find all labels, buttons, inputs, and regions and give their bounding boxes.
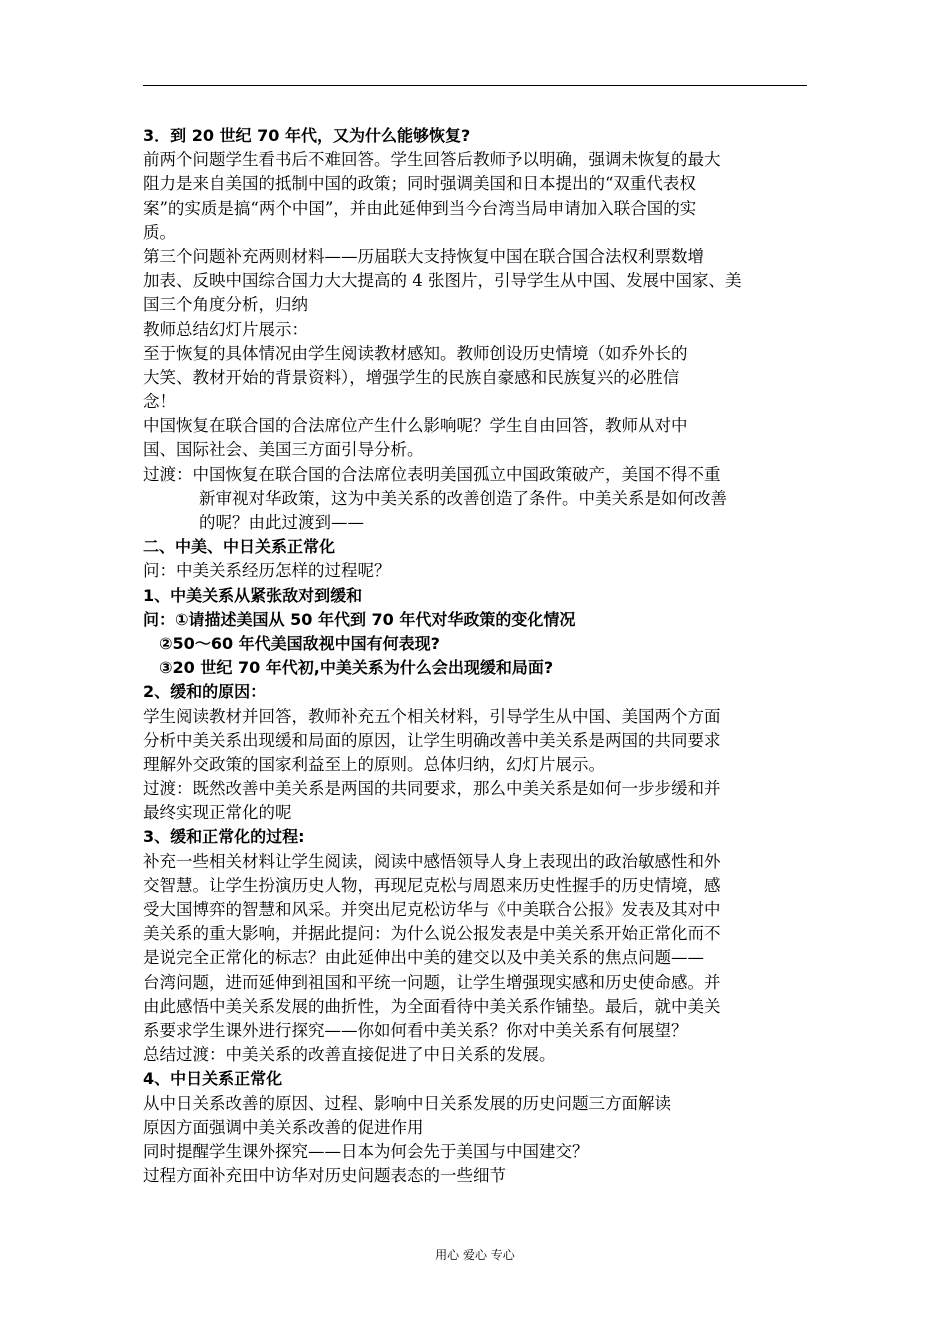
text-line: 受大国博弈的智慧和风采。并突出尼克松访华与《中美联合公报》发表及其对中 — [143, 900, 721, 919]
text-line: 第三个问题补充两则材料——历届联大支持恢复中国在联合国合法权利票数增 — [143, 246, 704, 266]
header-rule — [143, 85, 807, 86]
page-footer: 用心 爱心 专心 — [435, 1248, 515, 1262]
text-line: 阻力是来自美国的抵制中国的政策；同时强调美国和日本提出的“双重代表权 — [143, 174, 696, 194]
text-line: 大笑、教材开始的背景资料），增强学生的民族自豪感和民族复兴的必胜信 — [143, 367, 680, 387]
heading-line: 4、中日关系正常化 — [143, 1069, 283, 1089]
document-body — [143, 124, 807, 1188]
text-line: 问：中美关系经历怎样的过程呢？ — [143, 561, 391, 581]
text-line: 前两个问题学生看书后不难回答。学生回答后教师予以明确，强调未恢复的最大 — [143, 150, 721, 170]
text-line: 美关系的重大影响，并据此提问：为什么说公报发表是中美关系开始正常化而不 — [143, 924, 721, 944]
text-line: 理解外交政策的国家利益至上的原则。总体归纳，幻灯片展示。 — [143, 754, 605, 774]
text-line: 国、国际社会、美国三方面引导分析。 — [143, 440, 424, 460]
text-line: 交智慧。让学生扮演历史人物，再现尼克松与周恩来历史性握手的历史情境，感 — [143, 875, 721, 895]
text-line: 原因方面强调中美关系改善的促进作用 — [143, 1117, 424, 1137]
text-line: 念！ — [143, 392, 176, 412]
text-line: 案”的实质是搞“两个中国”，并由此延伸到当今台湾当局申请加入联合国的实 — [143, 198, 697, 218]
text-line: 过渡：既然改善中美关系是两国的共同要求，那么中美关系是如何一步步缓和并 — [143, 779, 721, 799]
text-line: 新审视对华政策，这为中美关系的改善创造了条件。中美关系是如何改善 — [199, 488, 727, 508]
text-line: 最终实现正常化的呢 — [143, 803, 292, 823]
text-line: 同时提醒学生课外探究——日本为何会先于美国与中国建交？ — [143, 1141, 589, 1161]
heading-line: ②50～60 年代美国敌视中国有何表现? — [159, 633, 440, 653]
heading-line: ③20 世纪 70 年代初,中美关系为什么会出现缓和局面? — [159, 658, 554, 678]
text-line: 过程方面补充田中访华对历史问题表态的一些细节 — [143, 1166, 506, 1186]
text-line: 质。 — [143, 222, 176, 242]
text-line: 过渡：中国恢复在联合国的合法席位表明美国孤立中国政策破产，美国不得不重 — [143, 464, 721, 484]
text-line: 分析中美关系出现缓和局面的原因，让学生明确改善中美关系是两国的共同要求 — [143, 730, 721, 750]
heading-line: 3、缓和正常化的过程: — [143, 827, 305, 847]
text-line: 是说完全正常化的标志？由此延伸出中美的建交以及中美关系的焦点问题—— — [143, 948, 704, 968]
text-line: 由此感悟中美关系发展的曲折性，为全面看待中美关系作铺垫。最后，就中美关 — [143, 996, 721, 1016]
heading-line: 问：①请描述美国从 50 年代到 70 年代对华政策的变化情况 — [143, 609, 576, 629]
text-line: 补充一些相关材料让学生阅读，阅读中感悟领导人身上表现出的政治敏感性和外 — [143, 851, 721, 871]
text-line: 加表、反映中国综合国力大大提高的 4 张图片，引导学生从中国、发展中国家、美 — [143, 271, 742, 291]
text-line: 教师总结幻灯片展示： — [143, 319, 308, 339]
text-line: 国三个角度分析，归纳 — [143, 295, 308, 315]
heading-line: 2、缓和的原因： — [143, 682, 267, 702]
heading-line: 二、中美、中日关系正常化 — [143, 537, 336, 557]
heading-line: 3．到 20 世纪 70 年代，又为什么能够恢复? — [143, 126, 471, 145]
text-line: 的呢？由此过渡到—— — [199, 513, 364, 532]
text-line: 总结过渡：中美关系的改善直接促进了中日关系的发展。 — [143, 1045, 556, 1065]
text-line: 学生阅读教材并回答，教师补充五个相关材料，引导学生从中国、美国两个方面 — [143, 706, 721, 726]
text-line: 中国恢复在联合国的合法席位产生什么影响呢？学生自由回答，教师从对中 — [143, 416, 688, 436]
heading-line: 1、中美关系从紧张敌对到缓和 — [143, 585, 363, 605]
text-line: 至于恢复的具体情况由学生阅读教材感知。教师创设历史情境（如乔外长的 — [143, 343, 688, 363]
text-line: 从中日关系改善的原因、过程、影响中日关系发展的历史问题三方面解读 — [143, 1093, 671, 1113]
text-line: 系要求学生课外进行探究——你如何看中美关系？你对中美关系有何展望？ — [143, 1020, 688, 1040]
text-line: 台湾问题，进而延伸到祖国和平统一问题，让学生增强现实感和历史使命感。并 — [143, 972, 721, 992]
